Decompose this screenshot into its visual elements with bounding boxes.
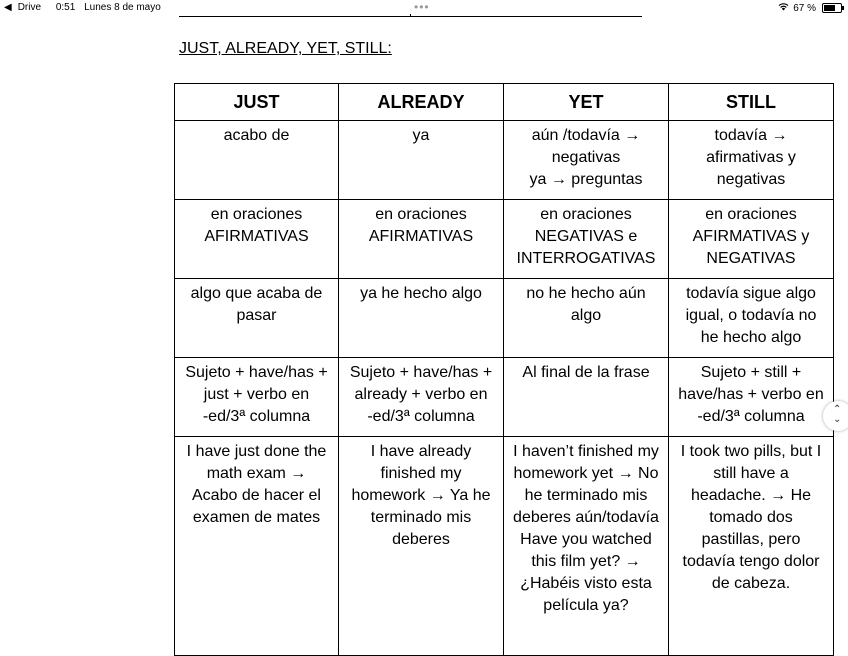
cell-text-line: finished my [380, 465, 462, 482]
back-arrow-icon: ◀ [4, 2, 12, 13]
cell-text-line: de cabeza. [711, 575, 791, 592]
cell-text-line: algo que acaba de [190, 285, 323, 302]
column-header-still: STILL [669, 84, 834, 121]
table-cell-yet [504, 200, 669, 279]
column-header-just: JUST [175, 84, 339, 121]
cell-text-line: just + verbo en [203, 386, 310, 403]
cell-text-line: I have already [370, 443, 472, 460]
cell-text-line: pasar [236, 307, 277, 324]
table-cell-yet [504, 121, 669, 200]
cell-text-line: Sujeto + still + [700, 364, 802, 381]
cell-text-line: no he hecho aún [526, 285, 646, 302]
cell-text-line: en oraciones [210, 206, 303, 223]
cell-text-line: -ed/3ª columna [367, 408, 475, 425]
table-cell-already [339, 200, 504, 279]
cell-text-line: pastillas, pero [701, 531, 801, 548]
cell-text-line: AFIRMATIVAS y [692, 228, 810, 245]
cell-text-line: already + verbo en [354, 386, 488, 403]
table-row [175, 437, 834, 656]
column-header-already: ALREADY [339, 84, 504, 121]
cell-text-line: NEGATIVAS e [534, 228, 638, 245]
table-row [175, 358, 834, 437]
cell-text-line: tomado dos [709, 509, 793, 526]
cell-text-line: ya he hecho algo [360, 285, 482, 302]
scroll-up-down-icon[interactable]: ⌃ ⌄ [823, 401, 848, 431]
cell-text-line: he hecho algo [700, 329, 802, 346]
cell-text-line: negativas [551, 149, 621, 166]
table-cell-already [339, 437, 504, 656]
cell-text-line: Sujeto + have/has + [349, 364, 493, 381]
cell-text-line: película ya? [543, 597, 629, 614]
table-cell-just [175, 437, 339, 656]
cell-text-line: math exam → [206, 465, 307, 482]
cell-text-line: he terminado mis [524, 487, 648, 504]
cell-text-line: I have just done the [186, 443, 327, 460]
table-cell-still [669, 121, 834, 200]
cell-text-line: INTERROGATIVAS [516, 250, 656, 267]
back-app-label: Drive [17, 2, 42, 13]
document-heading: JUST, ALREADY, YET, STILL: [179, 40, 392, 57]
cell-text-line: ya [412, 127, 430, 144]
cell-text-line: headache. → He [690, 487, 812, 504]
cell-text-line: still have a [713, 465, 789, 482]
table-cell-yet [504, 358, 669, 437]
cell-text-line: todavía tengo dolor [682, 553, 820, 570]
cell-text-line: en oraciones [375, 206, 467, 223]
cell-text-line: en oraciones [540, 206, 632, 223]
cell-text-line: todavía sigue algo [686, 285, 816, 302]
cell-text-line: ¿Habéis visto esta [520, 575, 652, 592]
cell-text-line: AFIRMATIVAS [204, 228, 309, 245]
cell-text-line: acabo de [223, 127, 290, 144]
cell-text-line: homework yet → No [513, 465, 659, 482]
table-cell-already [339, 121, 504, 200]
table-row [175, 121, 834, 200]
cell-text-line: afirmativas y [706, 149, 796, 166]
cell-text-line: NEGATIVAS [706, 250, 796, 267]
table-cell-still [669, 437, 834, 656]
cell-text-line: deberes aún/todavía [513, 509, 659, 526]
table-cell-still [669, 279, 834, 358]
cell-text-line: deberes [392, 531, 450, 548]
cell-text-line: algo [570, 307, 602, 324]
table-cell-already [339, 279, 504, 358]
table-cell-yet [504, 437, 669, 656]
table-cell-just [175, 200, 339, 279]
cell-text-line: Acabo de hacer el [192, 487, 321, 504]
top-table-edge-divider [410, 14, 411, 17]
table-cell-still [669, 358, 834, 437]
cell-text-line: this film yet? → [531, 553, 641, 570]
table-cell-already [339, 358, 504, 437]
table-cell-just [175, 358, 339, 437]
status-left [4, 2, 167, 13]
cell-text-line: igual, o todavía no [685, 307, 817, 324]
cell-text-line: terminado mis [370, 509, 472, 526]
cell-text-line: Al final de la frase [522, 364, 650, 381]
cell-text-line: aún /todavía → [531, 127, 641, 144]
table-header-row [175, 84, 834, 121]
cell-text-line: have/has + verbo en [678, 386, 824, 403]
table-cell-still [669, 200, 834, 279]
table-row [175, 279, 834, 358]
status-time: 0:51 [55, 2, 76, 13]
status-right [778, 2, 842, 14]
cell-text-line: I haven’t finished my [513, 443, 659, 460]
table-row [175, 200, 834, 279]
table-cell-just [175, 121, 339, 200]
cell-text-line: todavía → [714, 127, 788, 144]
status-date: Lunes 8 de mayo [84, 2, 161, 13]
status-bar [0, 0, 848, 16]
table-cell-just [175, 279, 339, 358]
battery-percent: 67 % [793, 2, 816, 14]
cell-text-line: I took two pills, but I [680, 443, 822, 460]
grammar-table [174, 83, 834, 656]
wifi-icon [778, 2, 789, 14]
cell-text-line: Sujeto + have/has + [185, 364, 328, 381]
column-header-yet: YET [504, 84, 669, 121]
cell-text-line: en oraciones [705, 206, 797, 223]
multitask-dots-icon[interactable]: ••• [414, 0, 430, 14]
cell-text-line: Have you watched [520, 531, 652, 548]
table-cell-yet [504, 279, 669, 358]
cell-text-line: AFIRMATIVAS [368, 228, 474, 245]
cell-text-line: -ed/3ª columna [202, 408, 311, 425]
cell-text-line: examen de mates [192, 509, 321, 526]
cell-text-line: homework → Ya he [351, 487, 491, 504]
cell-text-line: negativas [716, 171, 786, 188]
battery-icon [822, 3, 842, 13]
cell-text-line: -ed/3ª columna [697, 408, 805, 425]
cell-text-line: ya → preguntas [529, 171, 643, 188]
back-to-app[interactable] [4, 2, 47, 13]
